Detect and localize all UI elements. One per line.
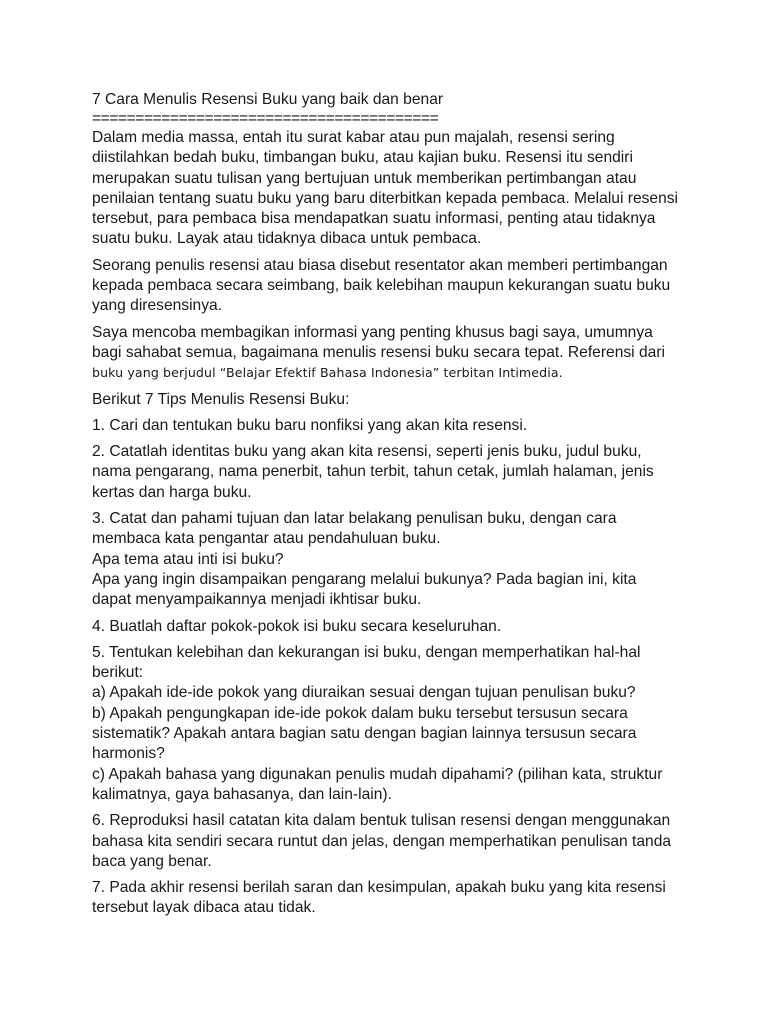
text-line: 4. Buatlah daftar pokok-pokok isi buku secara keseluruhan. xyxy=(92,617,502,635)
text-line: nama pengarang, nama penerbit, tahun terbit, tahun cetak, jumlah halaman, jenis xyxy=(92,463,654,481)
tip-7 xyxy=(92,878,708,919)
text-line: a) Apakah ide-ide pokok yang diuraikan sesuai dengan tujuan penulisan buku? xyxy=(92,684,636,702)
text-line: Seorang penulis resensi atau biasa disebut resentator akan memberi pertimbangan xyxy=(92,256,668,274)
text-line: Saya mencoba membagikan informasi yang penting khusus bagi saya, umumnya xyxy=(92,323,653,341)
paragraph-intro-2 xyxy=(92,256,708,317)
text-line: bagi sahabat semua, bagaimana menulis resensi buku secara tepat. Referensi dari xyxy=(92,343,665,361)
text-line: bahasa kita sendiri secara runtut dan jelas, dengan memperhatikan penulisan tanda xyxy=(92,832,672,850)
reference-line: buku yang berjudul “Belajar Efektif Bahasa Indonesia” terbitan Intimedia. xyxy=(92,365,563,381)
text-line: Berikut 7 Tips Menulis Resensi Buku: xyxy=(92,390,350,408)
text-line: Apa tema atau inti isi buku? xyxy=(92,550,284,568)
text-line: kalimatnya, gaya bahasanya, dan lain-lain). xyxy=(92,785,392,803)
tip-5 xyxy=(92,643,708,805)
text-line: diistilahkan bedah buku, timbangan buku, atau kajian buku. Resensi itu sendiri xyxy=(92,149,633,167)
tip-1 xyxy=(92,416,708,436)
text-line: dapat menyampaikannya menjadi ikhtisar buku. xyxy=(92,591,422,609)
title-divider: ======================================== xyxy=(92,110,439,127)
text-line: penilaian tentang suatu buku yang baru diterbitkan kepada pembaca. Melalui resensi xyxy=(92,189,679,207)
text-line: c) Apakah bahasa yang digunakan penulis mudah dipahami? (pilihan kata, struktur xyxy=(92,765,663,783)
text-line: yang diresensinya. xyxy=(92,297,223,315)
text-line: Dalam media massa, entah itu surat kabar atau pun majalah, resensi sering xyxy=(92,129,615,146)
text-line: 3. Catat dan pahami tujuan dan latar belakang penulisan buku, dengan cara xyxy=(92,510,617,528)
text-line: baca yang benar. xyxy=(92,852,212,870)
paragraph-intro-3 xyxy=(92,323,708,384)
text-line: tersebut layak dibaca atau tidak. xyxy=(92,899,316,917)
text-line: merupakan suatu tulisan yang bertujuan untuk memberikan pertimbangan atau xyxy=(92,169,637,187)
text-line: tersebut, para pembaca bisa mendapatkan suatu informasi, penting atau tidaknya xyxy=(92,210,656,228)
text-line: 5. Tentukan kelebihan dan kekurangan isi buku, dengan memperhatikan hal-hal xyxy=(92,643,641,661)
text-line: Apa yang ingin disampaikan pengarang melalui bukunya? Pada bagian ini, kita xyxy=(92,570,637,588)
paragraph-intro-1 xyxy=(92,128,708,250)
document-title: 7 Cara Menulis Resensi Buku yang baik dan benar xyxy=(92,91,444,108)
tips-heading xyxy=(92,390,708,410)
text-line: berikut: xyxy=(92,664,144,682)
text-line: 2. Catatlah identitas buku yang akan kita resensi, seperti jenis buku, judul buku, xyxy=(92,443,642,461)
tip-3 xyxy=(92,509,708,610)
text-line: 6. Reproduksi hasil catatan kita dalam bentuk tulisan resensi dengan menggunakan xyxy=(92,812,671,830)
tip-6 xyxy=(92,811,708,872)
text-line: membaca kata pengantar atau pendahuluan buku. xyxy=(92,530,441,548)
text-line: sistematik? Apakah antara bagian satu dengan bagian lainnya tersusun secara xyxy=(92,725,637,743)
text-line: suatu buku. Layak atau tidaknya dibaca untuk pembaca. xyxy=(92,230,482,248)
text-line: kertas dan harga buku. xyxy=(92,483,252,501)
text-line: harmonis? xyxy=(92,745,165,763)
tip-2 xyxy=(92,442,708,503)
text-line: kepada pembaca secara seimbang, baik kelebihan maupun kekurangan suatu buku xyxy=(92,277,671,295)
text-line: 7. Pada akhir resensi berilah saran dan kesimpulan, apakah buku yang kita resensi xyxy=(92,879,666,897)
text-line: b) Apakah pengungkapan ide-ide pokok dalam buku tersebut tersusun secara xyxy=(92,704,628,722)
tip-4 xyxy=(92,617,708,637)
text-line: 1. Cari dan tentukan buku baru nonfiksi yang akan kita resensi. xyxy=(92,416,528,434)
